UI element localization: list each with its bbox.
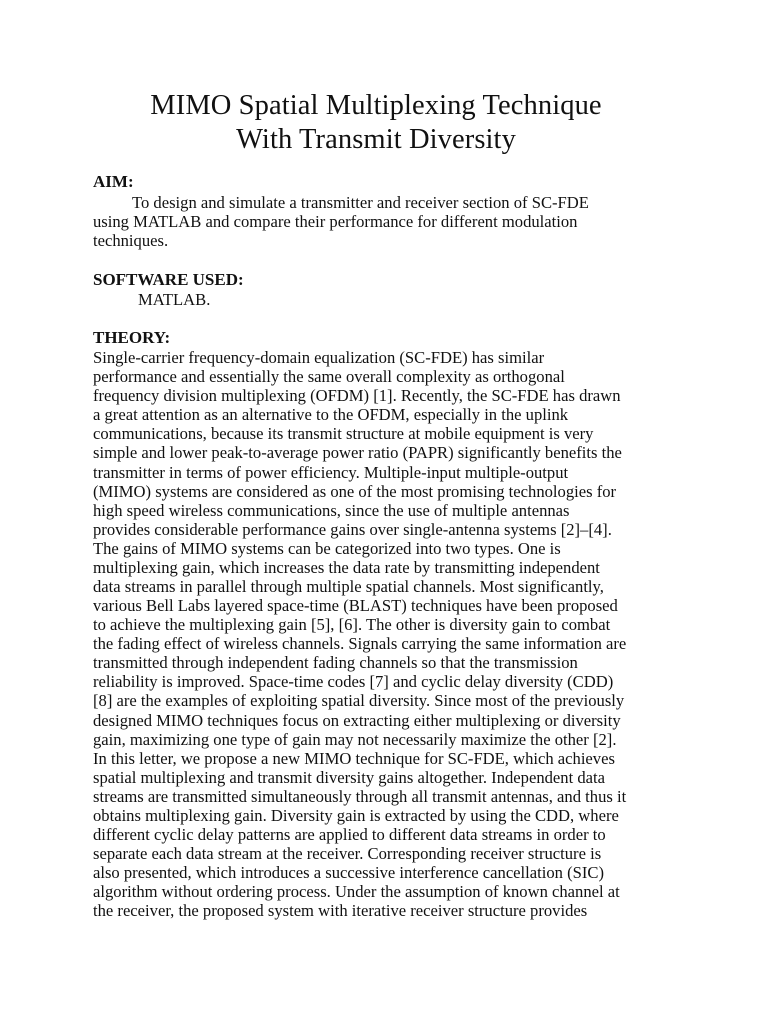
theory-line: the receiver, the proposed system with iterative receiver structure provides bbox=[93, 901, 588, 920]
document-title-line-1: MIMO Spatial Multiplexing Technique bbox=[150, 90, 602, 121]
theory-line: also presented, which introduces a successive interference cancellation (SIC) bbox=[93, 863, 604, 882]
software-heading: SOFTWARE USED: bbox=[93, 270, 244, 289]
document-title-line-2: With Transmit Diversity bbox=[236, 124, 516, 155]
theory-line: communications, because its transmit structure at mobile equipment is very bbox=[93, 424, 594, 443]
theory-line: various Bell Labs layered space-time (BLAST) techniques have been proposed bbox=[93, 596, 618, 615]
theory-line: frequency division multiplexing (OFDM) [1]. Recently, the SC-FDE has drawn bbox=[93, 386, 621, 405]
theory-line: to achieve the multiplexing gain [5], [6]. The other is diversity gain to combat bbox=[93, 615, 611, 634]
theory-line: reliability is improved. Space-time codes [7] and cyclic delay diversity (CDD) bbox=[93, 672, 614, 691]
theory-line: spatial multiplexing and transmit diversity gains altogether. Independent data bbox=[93, 768, 605, 787]
theory-line: transmitted through independent fading channels so that the transmission bbox=[93, 653, 578, 672]
software-value: MATLAB. bbox=[138, 290, 211, 309]
theory-line: performance and essentially the same overall complexity as orthogonal bbox=[93, 367, 565, 386]
theory-line: a great attention as an alternative to the OFDM, especially in the uplink bbox=[93, 405, 569, 424]
theory-line: separate each data stream at the receiver. Corresponding receiver structure is bbox=[93, 844, 602, 863]
theory-line: transmitter in terms of power efficiency. Multiple-input multiple-output bbox=[93, 463, 569, 482]
aim-line: To design and simulate a transmitter and receiver section of SC-FDE bbox=[132, 193, 589, 212]
theory-line: provides considerable performance gains over single-antenna systems [2]–[4]. bbox=[93, 520, 612, 539]
theory-line: Single-carrier frequency-domain equalization (SC-FDE) has similar bbox=[93, 348, 545, 367]
aim-heading: AIM: bbox=[93, 172, 134, 191]
aim-line: techniques. bbox=[93, 231, 169, 250]
theory-line: gain, maximizing one type of gain may not necessarily maximize the other [2]. bbox=[93, 730, 617, 749]
theory-line: designed MIMO techniques focus on extracting either multiplexing or diversity bbox=[93, 711, 621, 730]
theory-line: [8] are the examples of exploiting spatial diversity. Since most of the previously bbox=[93, 691, 625, 710]
theory-heading: THEORY: bbox=[93, 328, 171, 347]
theory-line: (MIMO) systems are considered as one of the most promising technologies for bbox=[93, 482, 617, 501]
theory-line: data streams in parallel through multiple spatial channels. Most significantly, bbox=[93, 577, 604, 596]
theory-line: streams are transmitted simultaneously through all transmit antennas, and thus it bbox=[93, 787, 627, 806]
theory-line: In this letter, we propose a new MIMO technique for SC-FDE, which achieves bbox=[93, 749, 615, 768]
theory-line: simple and lower peak-to-average power ratio (PAPR) significantly benefits the bbox=[93, 443, 622, 462]
theory-line: high speed wireless communications, since the use of multiple antennas bbox=[93, 501, 570, 520]
theory-line: The gains of MIMO systems can be categorized into two types. One is bbox=[93, 539, 561, 558]
theory-line: obtains multiplexing gain. Diversity gain is extracted by using the CDD, where bbox=[93, 806, 619, 825]
aim-line: using MATLAB and compare their performance for different modulation bbox=[93, 212, 578, 231]
theory-line: multiplexing gain, which increases the data rate by transmitting independent bbox=[93, 558, 600, 577]
theory-line: different cyclic delay patterns are applied to different data streams in order to bbox=[93, 825, 606, 844]
theory-line: algorithm without ordering process. Under the assumption of known channel at bbox=[93, 882, 620, 901]
theory-line: the fading effect of wireless channels. Signals carrying the same information are bbox=[93, 634, 627, 653]
